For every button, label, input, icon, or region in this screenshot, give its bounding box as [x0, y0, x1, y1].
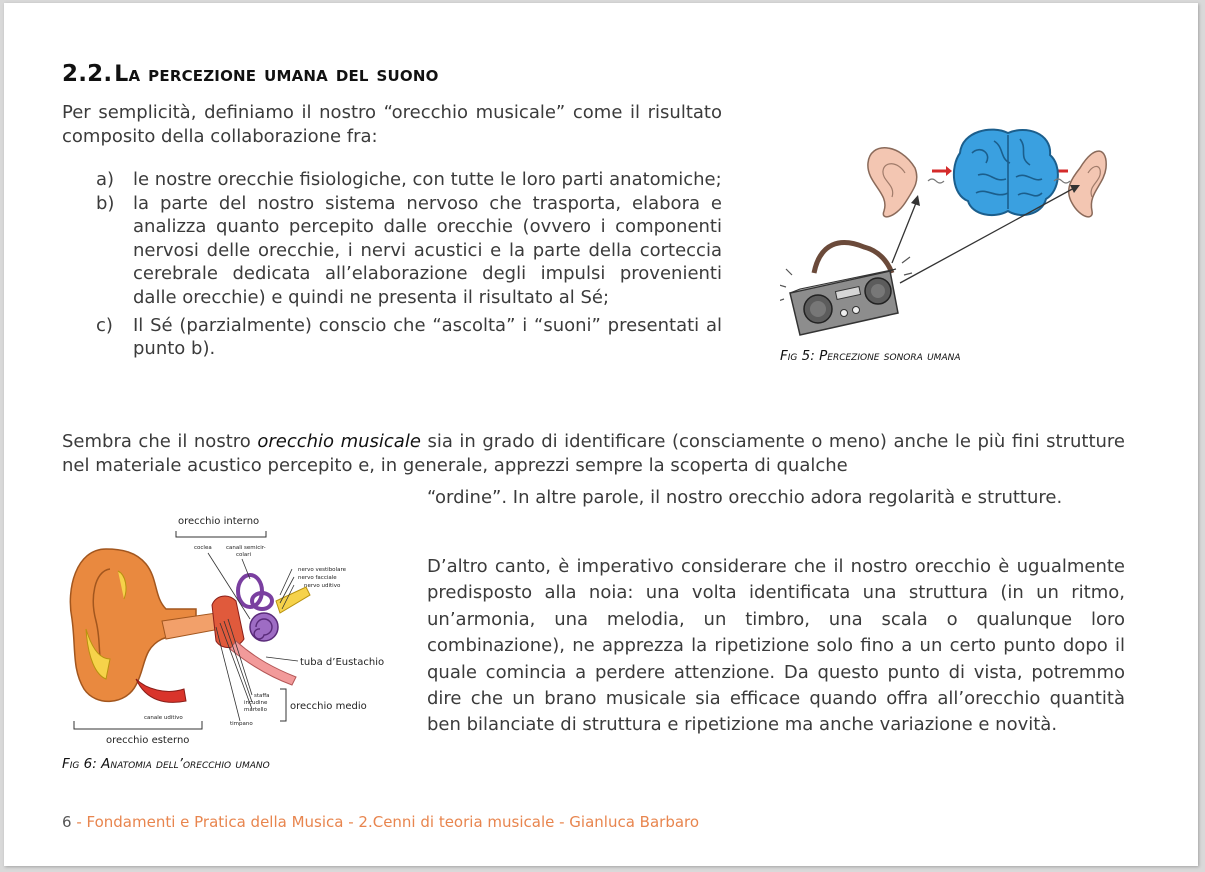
figure-sound-perception	[780, 123, 1120, 345]
list-item-text: le nostre orecchie fisiologiche, con tutte le loro parti anatomiche;	[133, 169, 722, 190]
emphasis-orecchio-musicale: orecchio musicale	[257, 431, 421, 452]
body-paragraph-1-continued: “ordine”. In altre parole, il nostro orecchio adora regolarità e strutture.	[427, 487, 1063, 508]
para1-text-after: sia in grado di identificare (consciamente o meno) anche le più fini strutture nel materiale acustico percepito e, in generale, apprezzi sempre la scoperta di qualche	[62, 431, 1125, 476]
section-title: La percezione umana del suono	[114, 62, 439, 87]
sound-wave-icon	[928, 179, 944, 183]
bracket-line	[74, 721, 202, 729]
figure5-caption: Fig 5: Percezione sonora umana	[780, 348, 961, 364]
eustachian-tube	[230, 641, 296, 685]
figure-ear-anatomy	[66, 509, 386, 747]
vibration-lines	[902, 257, 912, 275]
label-anvil: incudine	[244, 700, 268, 706]
component-list	[96, 168, 722, 361]
cochlea-icon	[238, 575, 278, 641]
list-item	[96, 168, 722, 192]
arrow-head-icon	[946, 166, 952, 176]
section-heading	[62, 61, 439, 87]
footer-title: - Fondamenti e Pratica della Musica - 2.Cenni di teoria musicale - Gianluca Barbaro	[71, 813, 700, 831]
label-eardrum: timpano	[230, 721, 253, 727]
list-item-text: Il Sé (parzialmente) conscio che “ascolta” i “suoni” presentati al punto b).	[133, 314, 722, 360]
section-number: 2.2.	[62, 61, 113, 87]
label-canals-1: canali semicir-	[226, 545, 266, 551]
brain-icon	[954, 130, 1058, 215]
bracket-line	[176, 531, 266, 537]
nerve-icon	[276, 587, 310, 613]
list-marker: c)	[96, 314, 113, 336]
middle-ear	[212, 596, 244, 648]
right-ear-icon	[1069, 151, 1107, 217]
intro-paragraph: Per semplicità, definiamo il nostro “orecchio musicale” come il risultato composito della collaborazione fra:	[62, 102, 722, 147]
list-marker: a)	[96, 169, 115, 190]
label-cochlea: coclea	[194, 545, 212, 551]
label-vestibular-nerve: nervo vestibolare	[298, 567, 346, 573]
figure6-caption: Fig 6: Anatomia dell’orecchio umano	[62, 756, 270, 772]
list-item-text: la parte del nostro sistema nervoso che trasporta, elabora e analizza quanto percepito dalle orecchie (ovvero i componenti nervosi delle orecchie, i nervi acustici e la parte della corteccia cerebrale dedicata all’elaborazione degli impulsi provenienti dalle orecchie) e quindi ne presenta il risultato al Sé;	[133, 192, 722, 308]
body-paragraph-1	[62, 430, 1125, 477]
page-footer	[62, 813, 699, 831]
body-paragraph-2: D’altro canto, è imperativo considerare che il nostro orecchio è ugualmente predisposto alla noia: una volta identificata una struttura (in un ritmo, un’armonia, una melodia, un timbro, una scala o qualunque loro combinazione), ne apprezza la ripetizione solo fino a un certo punto dopo il quale comincia a perdere attenzione. Da questo punto di vista, potremmo dire che un brano musicale sia efficace quando offra all’orecchio quantità ben bilanciate di struttura e ripetizione ma anche variazione e novità.	[427, 556, 1125, 736]
page-number: 6	[62, 813, 72, 831]
label-stirrup: staffa	[254, 693, 270, 699]
document-page	[4, 3, 1198, 866]
list-marker: b)	[96, 192, 115, 214]
label-facial-nerve: nervo facciale	[298, 575, 337, 581]
arrow-head-icon	[911, 195, 920, 206]
label-ear-canal: canale uditivo	[144, 715, 183, 721]
label-outer-ear: orecchio esterno	[106, 735, 190, 746]
label-middle-ear: orecchio medio	[290, 701, 367, 712]
list-item	[96, 192, 722, 310]
left-ear-icon	[868, 148, 917, 217]
label-canals-2: colari	[236, 552, 252, 558]
radio-icon	[790, 243, 898, 335]
bracket-line	[280, 689, 286, 721]
label-hammer: martello	[244, 707, 267, 713]
label-auditory-nerve: nervo uditivo	[304, 583, 341, 589]
list-item	[96, 314, 722, 361]
label-eustachian-tube: tuba d’Eustachio	[300, 657, 385, 668]
label-inner-ear: orecchio interno	[178, 516, 260, 527]
para1-text: Sembra che il nostro	[62, 431, 258, 452]
